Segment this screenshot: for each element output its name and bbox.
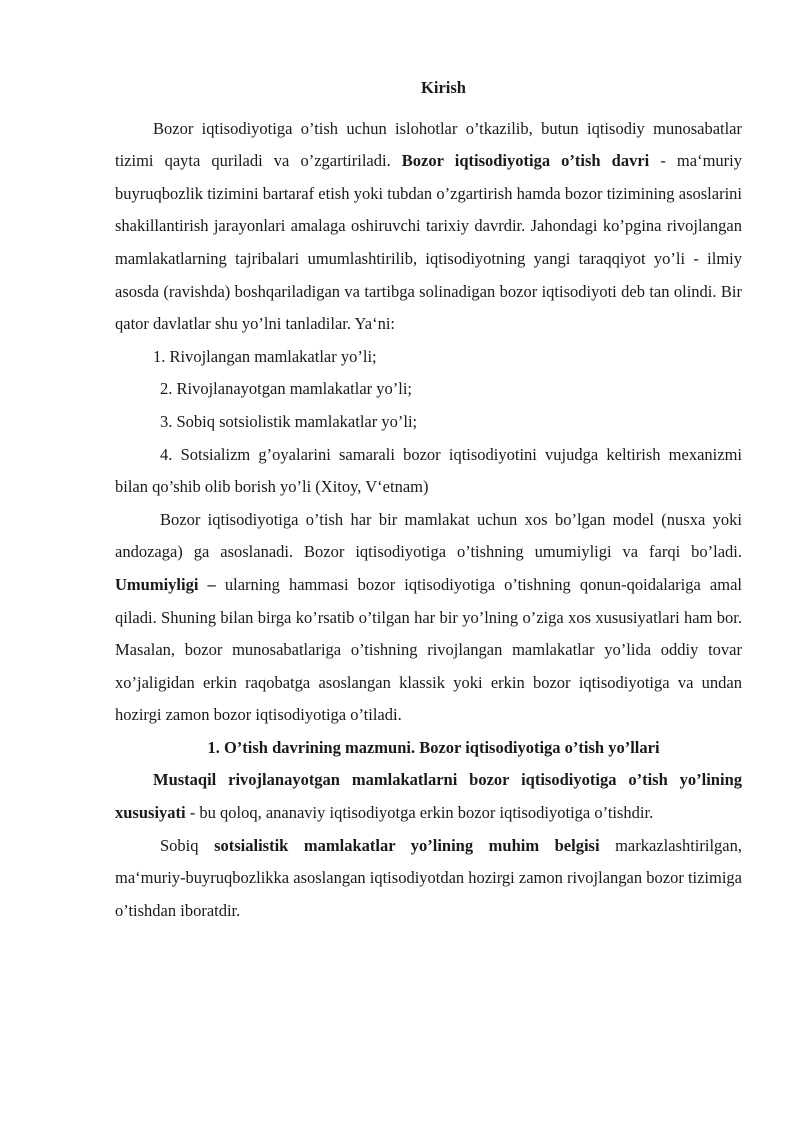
paragraph-socialist-text-c: markazlashtirilgan, ma‘muriy-buyruqbozlikka asoslangan iqtisodiyotdan hozirgi zamon rivojlangan bozor tizimiga o’tishdan iboratdir.: [115, 835, 743, 920]
paragraph-intro-text-c: - ma‘muriy buyruqbozlik tizimini bartaraf etish yoki tubdan o’zgartirish hamda bozor tizimining asoslarini shakillantirish jarayonlari amalaga oshiruvchi tarixiy davrdir. Jahondagi ko’pgina rivojlangan mamlakatlarning tajribalari umumlashtirilib, iqtisodiyotning yangi taraqqiyot yo’li - ilmiy asosda (ravishda) boshqariladigan va tartibga solinadigan bozor iqtisodiyoti deb tan olindi. Bir qator davlatlar shu yo’lni tanladilar. Ya‘ni:: [115, 151, 742, 334]
section-heading: 1. O’tish davrining mazmuni. Bozor iqtisodiyotiga o’tish yo’llari: [207, 737, 660, 757]
list-item-2: 2. Rivojlanayotgan mamlakatlar yo’li;: [160, 379, 413, 399]
paragraph-socialist-text-a: Sobiq: [160, 835, 215, 855]
page-title: Kirish: [421, 78, 466, 97]
term-commonality: Umumiyligi –: [115, 574, 216, 594]
paragraph-models-text-a: Bozor iqtisodiyotiga o’tish har bir mamlakat uchun xos bo’lgan model (nusxa yoki andozaga) ga asoslanadi. Bozor iqtisodiyotiga o’tishning umumiyligi va farqi bo’ladi.: [115, 509, 742, 562]
list-item-4: 4. Sotsializm g’oyalarini samarali bozor iqtisodiyotini vujudga keltirish mexanizmi bilan qo’shib olib borish yo’li (Xitoy, V‘etnam): [115, 444, 742, 497]
paragraph-developing-text-c: - bu qoloq, ananaviy iqtisodiyotga erkin bozor iqtisodiyotiga o’tishdir.: [185, 803, 654, 823]
term-socialist-path: sotsialistik mamlakatlar yo’lining muhim belgisi: [214, 835, 600, 855]
paragraph-developing: [115, 764, 742, 829]
list-item-3: 3. Sobiq sotsiolistik mamlakatlar yo’li;: [160, 411, 418, 431]
paragraph-models: [115, 504, 742, 732]
paragraph-socialist: [115, 830, 742, 928]
term-developing-path: Mustaqil rivojlanayotgan mamlakatlarni bozor iqtisodiyotiga o’tish yo’lining xususiyati: [115, 770, 742, 823]
term-transition-period: Bozor iqtisodiyotiga o’tish davri: [401, 151, 650, 171]
document-body: [115, 72, 742, 927]
paragraph-models-text-c: ularning hammasi bozor iqtisodiyotiga o’tishning qonun-qoidalariga amal qiladi. Shuning bilan birga ko’rsatib o’tilgan har bir yo’lning o’ziga xos xususiyatlari ham bor. Masalan, bozor munosabatlariga o’tishning rivojlangan mamlakatlar yo’lida oddiy tovar xo’jaligidan erkin raqobatga asoslangan klassik yoki erkin bozor iqtisodiyotiga va undan hozirgi zamon bozor iqtisodiyotiga o’tiladi.: [115, 574, 743, 725]
list-item-1: 1. Rivojlangan mamlakatlar yo’li;: [153, 346, 377, 366]
paragraph-intro-text-a: Bozor iqtisodiyotiga o’tish uchun islohotlar o’tkazilib, butun iqtisodiy munosabatlar tizimi qayta quriladi va o’zgartiriladi.: [115, 118, 742, 171]
paragraph-intro: [115, 113, 742, 341]
